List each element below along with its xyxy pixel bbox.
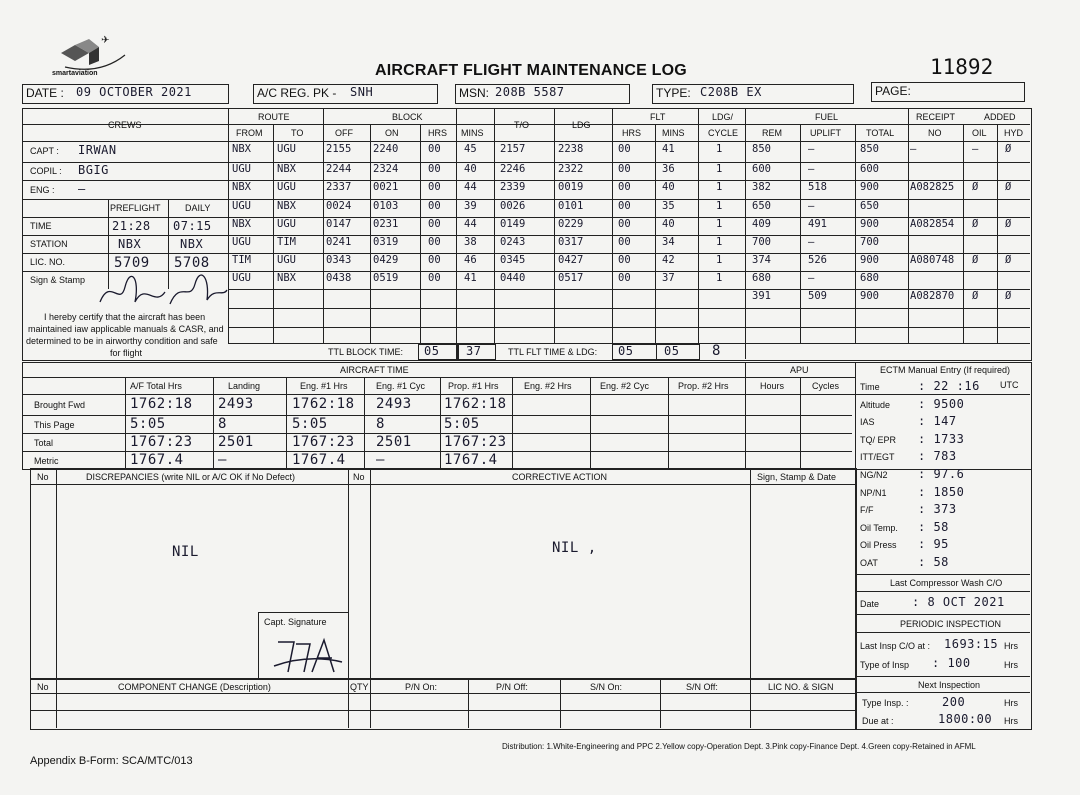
corrective-header: CORRECTIVE ACTION bbox=[512, 472, 608, 482]
time-preflight: 21:28 bbox=[112, 219, 151, 233]
flight-cell-oil[interactable]: — bbox=[972, 143, 979, 155]
receipt-header: RECEIPT bbox=[916, 112, 956, 122]
distribution-note: Distribution: 1.White-Engineering and PPC 2.Yellow copy-Operation Dept. 3.Pink copy-Finance Dept. 4.Green copy-Retained in AFML bbox=[502, 742, 976, 751]
aircraft-time-row-label: Metric bbox=[34, 456, 59, 466]
ectm-row-value[interactable]: : 95 bbox=[918, 537, 949, 552]
flight-cell-total[interactable]: 680 bbox=[860, 272, 879, 284]
flight-cell-rem[interactable]: 374 bbox=[752, 254, 771, 266]
flight-cell-from[interactable]: UGU bbox=[232, 200, 251, 212]
type-insp-value: : 100 bbox=[932, 656, 971, 670]
lic-sign-header: LIC NO. & SIGN bbox=[768, 682, 834, 692]
aircraft-time-row-label: Total bbox=[34, 438, 54, 448]
flight-cell-from[interactable]: NBX bbox=[232, 218, 251, 230]
flight-cell-oil[interactable]: Ø bbox=[972, 290, 979, 302]
flight-cell-total[interactable]: 900 bbox=[860, 254, 879, 266]
flight-cell-fmins[interactable]: 37 bbox=[662, 272, 675, 284]
flight-cell-from[interactable]: UGU bbox=[232, 272, 251, 284]
station-daily: NBX bbox=[180, 237, 204, 251]
aircraft-time-col-header: Eng. #2 Hrs bbox=[524, 381, 572, 391]
crew-signatures bbox=[95, 272, 230, 312]
ectm-row-value[interactable]: : 9500 bbox=[918, 396, 965, 411]
sn-off-header: S/N Off: bbox=[686, 682, 718, 692]
flight-cell-hrs[interactable]: 00 bbox=[428, 143, 441, 155]
ectm-row-value[interactable]: : 58 bbox=[918, 519, 949, 534]
aircraft-time-col-header: Prop. #2 Hrs bbox=[678, 381, 729, 391]
flight-cell-mins[interactable]: 39 bbox=[464, 200, 477, 212]
flight-cell-on[interactable]: 0231 bbox=[373, 218, 399, 230]
page-title: AIRCRAFT FLIGHT MAINTENANCE LOG bbox=[375, 62, 687, 79]
certify-line-1: I hereby certify that the aircraft has been bbox=[44, 312, 206, 322]
flight-cell-fhrs[interactable]: 00 bbox=[618, 181, 631, 193]
company-logo bbox=[55, 35, 130, 75]
pn-off-header: P/N Off: bbox=[496, 682, 528, 692]
form-id: Appendix B-Form: SCA/MTC/013 bbox=[30, 755, 193, 767]
flight-cell-hyd[interactable]: Ø bbox=[1005, 254, 1012, 266]
logo-text: smartaviation bbox=[52, 70, 98, 77]
aircraft-time-af[interactable]: 5:05 bbox=[130, 416, 166, 432]
eng-label: ENG : bbox=[30, 185, 55, 195]
aircraft-time-eng1h[interactable]: 1767.4 bbox=[292, 452, 346, 468]
flight-cell-cycle[interactable]: 1 bbox=[716, 236, 723, 248]
ectm-row-value[interactable]: : 97.6 bbox=[918, 467, 965, 481]
time-label: TIME bbox=[30, 221, 52, 231]
ectm-row-label: IAS bbox=[860, 417, 875, 428]
flight-cell-on[interactable]: 0519 bbox=[373, 272, 399, 284]
flight-cell-cycle[interactable]: 1 bbox=[716, 218, 723, 230]
flight-cell-to_t[interactable]: 0440 bbox=[500, 272, 526, 284]
serial-number: 11892 bbox=[930, 55, 994, 79]
flight-cell-ldg[interactable]: 0019 bbox=[558, 181, 584, 193]
flight-cell-to[interactable]: TIM bbox=[277, 236, 296, 248]
aircraft-time-eng1h[interactable]: 1762:18 bbox=[292, 396, 355, 412]
flight-cell-rem[interactable]: 600 bbox=[752, 163, 771, 175]
corrective-value: NIL , bbox=[552, 540, 597, 556]
aircraft-time-eng1c[interactable]: — bbox=[376, 452, 385, 468]
flight-cell-uplift[interactable]: — bbox=[808, 143, 815, 155]
msn-value: 208B 5587 bbox=[495, 85, 565, 99]
lic-preflight: 5709 bbox=[114, 255, 150, 271]
certify-line-4: for flight bbox=[110, 348, 143, 358]
aircraft-time-eng1c[interactable]: 2501 bbox=[376, 434, 412, 450]
flight-cell-receipt[interactable]: A080748 bbox=[910, 254, 955, 266]
ectm-row-value[interactable]: : 373 bbox=[918, 502, 957, 517]
aircraft-time-eng1c[interactable]: 8 bbox=[376, 416, 385, 432]
flight-cell-rem[interactable]: 409 bbox=[752, 218, 771, 230]
aircraft-time-landing[interactable]: 8 bbox=[218, 416, 227, 432]
flight-cell-total[interactable]: 900 bbox=[860, 290, 879, 302]
ttl-ldg: 8 bbox=[712, 343, 721, 359]
flight-cell-fmins[interactable]: 35 bbox=[662, 200, 675, 212]
flight-cell-to_t[interactable]: 0345 bbox=[500, 254, 526, 266]
flight-cell-off[interactable]: 2337 bbox=[326, 181, 352, 193]
certify-line-2: maintained iaw applicable manuals & CASR, and bbox=[28, 324, 224, 334]
crews-header: CREWS bbox=[108, 120, 142, 130]
flight-cell-off[interactable]: 0438 bbox=[326, 272, 352, 284]
acreg-value: SNH bbox=[350, 85, 374, 99]
disc-header: DISCREPANCIES (write NIL or A/C OK if No Defect) bbox=[86, 472, 296, 482]
ectm-row-label: ITT/EGT bbox=[860, 452, 895, 463]
flight-cell-cycle[interactable]: 1 bbox=[716, 143, 723, 155]
flight-cell-fmins[interactable]: 34 bbox=[662, 236, 675, 248]
flight-cell-on[interactable]: 2240 bbox=[373, 143, 399, 155]
flight-cell-hrs[interactable]: 00 bbox=[428, 236, 441, 248]
flight-cell-to_t[interactable]: 2157 bbox=[500, 143, 526, 155]
added-header: ADDED bbox=[984, 112, 1016, 122]
aircraft-time-row-label: This Page bbox=[34, 420, 75, 430]
flight-cell-ldg[interactable]: 0317 bbox=[558, 236, 584, 248]
time-daily: 07:15 bbox=[173, 219, 212, 233]
logo-mark-icon bbox=[55, 35, 130, 75]
msn-label: MSN: bbox=[459, 86, 489, 100]
flight-cell-to[interactable]: UGU bbox=[277, 143, 296, 155]
station-label: STATION bbox=[30, 239, 68, 249]
ectm-row-label: NG/N2 bbox=[860, 470, 888, 480]
date-value: 09 OCTOBER 2021 bbox=[76, 85, 192, 99]
flt-hrs-header: HRS bbox=[622, 128, 642, 138]
flight-cell-rem[interactable]: 700 bbox=[752, 236, 771, 248]
corr-no-label: No bbox=[353, 472, 365, 482]
aircraft-time-eng1h[interactable]: 5:05 bbox=[292, 416, 328, 432]
apu-cycles-header: Cycles bbox=[812, 381, 840, 391]
lic-daily: 5708 bbox=[174, 255, 210, 271]
svg-text:✈: ✈ bbox=[101, 35, 110, 46]
aircraft-time-col-header: Eng. #1 Hrs bbox=[300, 381, 348, 391]
flight-cell-rem[interactable]: 680 bbox=[752, 272, 771, 284]
flight-cell-fhrs[interactable]: 00 bbox=[618, 272, 631, 284]
flight-cell-mins[interactable]: 38 bbox=[464, 236, 477, 248]
next-type-label: Type Insp. : bbox=[862, 698, 909, 708]
ectm-row-value[interactable]: : 147 bbox=[918, 414, 957, 429]
flight-cell-off[interactable]: 0343 bbox=[326, 254, 352, 266]
receipt-no-header: NO bbox=[928, 128, 942, 138]
flight-cell-uplift[interactable]: — bbox=[808, 163, 815, 175]
aircraft-time-landing[interactable]: — bbox=[218, 452, 227, 468]
flight-cell-to[interactable]: NBX bbox=[277, 200, 296, 212]
last-insp-value: 1693:15 bbox=[944, 637, 999, 651]
type-insp-label: Type of Insp bbox=[860, 660, 910, 670]
flight-cell-rem[interactable]: 391 bbox=[752, 290, 771, 302]
ectm-row-label: Oil Temp. bbox=[860, 522, 898, 533]
lic-label: LIC. NO. bbox=[30, 257, 66, 267]
flight-cell-off[interactable]: 0024 bbox=[326, 200, 352, 212]
ectm-row-label: F/F bbox=[860, 505, 874, 516]
sn-on-header: S/N On: bbox=[590, 682, 623, 692]
flight-cell-oil[interactable]: Ø bbox=[972, 181, 979, 193]
due-value: 1800:00 bbox=[938, 712, 993, 726]
flight-cell-on[interactable]: 0021 bbox=[373, 181, 399, 193]
certify-line-3: determined to be in airworthy condition and safe bbox=[26, 336, 218, 346]
flight-cell-on[interactable]: 0429 bbox=[373, 254, 399, 266]
capt-value: IRWAN bbox=[78, 143, 117, 157]
flight-cell-cycle[interactable]: 1 bbox=[716, 200, 723, 212]
station-preflight: NBX bbox=[118, 237, 142, 251]
flight-cell-to_t[interactable]: 0149 bbox=[500, 218, 526, 230]
flight-cell-cycle[interactable]: 1 bbox=[716, 254, 723, 266]
flight-cell-mins[interactable]: 41 bbox=[464, 272, 477, 284]
flight-cell-fmins[interactable]: 40 bbox=[662, 218, 675, 230]
daily-label: DAILY bbox=[185, 203, 211, 213]
flight-cell-rem[interactable]: 382 bbox=[752, 181, 771, 193]
next-type-unit: Hrs bbox=[1004, 698, 1018, 708]
aircraft-time-af[interactable]: 1767:23 bbox=[130, 434, 193, 450]
ectm-row-label: Time bbox=[860, 382, 880, 392]
flight-cell-uplift[interactable]: — bbox=[808, 200, 815, 212]
flight-cell-hyd[interactable]: Ø bbox=[1005, 290, 1012, 302]
flight-cell-uplift[interactable]: — bbox=[808, 236, 815, 248]
flight-cell-fhrs[interactable]: 00 bbox=[618, 254, 631, 266]
flight-cell-receipt[interactable]: — bbox=[910, 143, 917, 155]
periodic-title: PERIODIC INSPECTION bbox=[900, 619, 1002, 629]
flight-cell-to_t[interactable]: 2339 bbox=[500, 181, 526, 193]
last-insp-unit: Hrs bbox=[1004, 641, 1018, 651]
hyd-header: HYD bbox=[1004, 128, 1024, 138]
apu-title: APU bbox=[790, 365, 809, 375]
flight-cell-to[interactable]: UGU bbox=[277, 254, 296, 266]
type-insp-unit: Hrs bbox=[1004, 660, 1018, 670]
flt-header: FLT bbox=[650, 112, 666, 122]
aircraft-time-col-header: Prop. #1 Hrs bbox=[448, 381, 499, 391]
flight-cell-hyd[interactable]: Ø bbox=[1005, 143, 1012, 155]
flight-cell-ldg[interactable]: 0229 bbox=[558, 218, 584, 230]
flight-cell-mins[interactable]: 46 bbox=[464, 254, 477, 266]
flight-cell-total[interactable]: 650 bbox=[860, 200, 879, 212]
aircraft-time-landing[interactable]: 2501 bbox=[218, 434, 254, 450]
due-unit: Hrs bbox=[1004, 716, 1018, 726]
flight-cell-uplift[interactable]: 491 bbox=[808, 218, 827, 230]
ttl-block-label: TTL BLOCK TIME: bbox=[328, 347, 404, 357]
route-header: ROUTE bbox=[258, 112, 290, 122]
flight-cell-ldg[interactable]: 2322 bbox=[558, 163, 584, 175]
flight-cell-ldg[interactable]: 0517 bbox=[558, 272, 584, 284]
flight-cell-receipt[interactable]: A082825 bbox=[910, 181, 955, 193]
block-mins-header: MINS bbox=[461, 128, 484, 138]
flight-cell-to[interactable]: UGU bbox=[277, 181, 296, 193]
flight-cell-cycle[interactable]: 1 bbox=[716, 181, 723, 193]
aircraft-time-col-header: Landing bbox=[228, 381, 261, 391]
aircraft-time-col-header: Eng. #1 Cyc bbox=[376, 381, 426, 391]
page-label: PAGE: bbox=[875, 84, 911, 98]
flight-cell-off[interactable]: 0147 bbox=[326, 218, 352, 230]
flight-cell-uplift[interactable]: 509 bbox=[808, 290, 827, 302]
compressor-title: Last Compressor Wash C/O bbox=[890, 578, 1003, 588]
ectm-row-value[interactable]: : 1733 bbox=[918, 431, 965, 446]
flight-cell-to[interactable]: NBX bbox=[277, 272, 296, 284]
flight-cell-receipt[interactable]: A082854 bbox=[910, 218, 955, 230]
flight-cell-off[interactable]: 2244 bbox=[326, 163, 352, 175]
flight-cell-fmins[interactable]: 42 bbox=[662, 254, 675, 266]
capt-label: CAPT : bbox=[30, 146, 59, 156]
ectm-row-value[interactable]: : 58 bbox=[918, 555, 949, 569]
flight-cell-rem[interactable]: 850 bbox=[752, 143, 771, 155]
aircraft-time-title: AIRCRAFT TIME bbox=[340, 365, 409, 375]
flight-cell-rem[interactable]: 650 bbox=[752, 200, 771, 212]
sign-stamp-label: Sign & Stamp bbox=[30, 275, 86, 285]
flight-cell-cycle[interactable]: 1 bbox=[716, 163, 723, 175]
flight-cell-hyd[interactable]: Ø bbox=[1005, 218, 1012, 230]
flight-cell-fhrs[interactable]: 00 bbox=[618, 143, 631, 155]
flight-cell-mins[interactable]: 44 bbox=[464, 181, 477, 193]
disc-no-label: No bbox=[37, 472, 49, 482]
flight-cell-hrs[interactable]: 00 bbox=[428, 200, 441, 212]
flight-cell-cycle[interactable]: 1 bbox=[716, 272, 723, 284]
copil-label: COPIL : bbox=[30, 166, 62, 176]
flight-cell-fhrs[interactable]: 00 bbox=[618, 236, 631, 248]
flight-cell-from[interactable]: UGU bbox=[232, 236, 251, 248]
flight-cell-fhrs[interactable]: 00 bbox=[618, 200, 631, 212]
ectm-row-label: Altitude bbox=[860, 399, 891, 410]
flight-cell-uplift[interactable]: 526 bbox=[808, 254, 827, 266]
eng-value: — bbox=[78, 182, 86, 196]
ttl-flt-hrs: 05 bbox=[618, 344, 634, 358]
on-header: ON bbox=[385, 128, 399, 138]
comp-no-label: No bbox=[37, 682, 49, 692]
ttl-block-hrs: 05 bbox=[424, 344, 440, 358]
discrepancy-table bbox=[30, 468, 857, 680]
block-header: BLOCK bbox=[392, 112, 423, 122]
flight-cell-ldg[interactable]: 2238 bbox=[558, 143, 584, 155]
aircraft-time-af[interactable]: 1762:18 bbox=[130, 396, 193, 412]
compressor-date-value: : 8 OCT 2021 bbox=[912, 595, 1005, 609]
flight-cell-to[interactable]: NBX bbox=[277, 163, 296, 175]
type-value: C208B EX bbox=[700, 85, 762, 99]
ectm-row-label: NP/N1 bbox=[860, 487, 887, 498]
flight-cell-off[interactable]: 0241 bbox=[326, 236, 352, 248]
preflight-label: PREFLIGHT bbox=[110, 203, 161, 213]
aircraft-time-eng1h[interactable]: 1767:23 bbox=[292, 434, 355, 450]
flight-cell-receipt[interactable]: A082870 bbox=[910, 290, 955, 302]
ldg-cycle-header: LDG/ bbox=[712, 112, 734, 122]
flight-cell-on[interactable]: 0319 bbox=[373, 236, 399, 248]
oil-header: OIL bbox=[972, 128, 987, 138]
ectm-utc: UTC bbox=[1000, 380, 1019, 390]
flight-cell-ldg[interactable]: 0427 bbox=[558, 254, 584, 266]
cycle-header: CYCLE bbox=[708, 128, 739, 138]
flight-cell-mins[interactable]: 40 bbox=[464, 163, 477, 175]
block-hrs-header: HRS bbox=[428, 128, 448, 138]
ectm-row-value[interactable]: : 1850 bbox=[918, 484, 965, 499]
aircraft-time-row-label: Brought Fwd bbox=[34, 400, 86, 410]
flight-cell-fmins[interactable]: 41 bbox=[662, 143, 675, 155]
ectm-row-label: Oil Press bbox=[860, 540, 897, 551]
total-header: TOTAL bbox=[866, 128, 895, 138]
flight-cell-from[interactable]: NBX bbox=[232, 143, 251, 155]
flight-cell-uplift[interactable]: 518 bbox=[808, 181, 827, 193]
ectm-row-value[interactable]: : 783 bbox=[918, 449, 957, 464]
next-insp-title: Next Inspection bbox=[918, 680, 981, 690]
flight-cell-ldg[interactable]: 0101 bbox=[558, 200, 584, 212]
copil-value: BGIG bbox=[78, 163, 109, 177]
flight-cell-from[interactable]: UGU bbox=[232, 163, 251, 175]
uplift-header: UPLIFT bbox=[810, 128, 842, 138]
comp-change-header: COMPONENT CHANGE (Description) bbox=[118, 682, 271, 692]
aircraft-time-col-header: Eng. #2 Cyc bbox=[600, 381, 650, 391]
aircraft-time-prop1[interactable]: 5:05 bbox=[444, 416, 480, 432]
flight-cell-from[interactable]: NBX bbox=[232, 181, 251, 193]
flight-cell-total[interactable]: 900 bbox=[860, 218, 879, 230]
flight-cell-off[interactable]: 2155 bbox=[326, 143, 352, 155]
flight-cell-to[interactable]: UGU bbox=[277, 218, 296, 230]
ectm-title: ECTM Manual Entry (If required) bbox=[880, 365, 1011, 375]
ectm-row-label: TQ/ EPR bbox=[860, 434, 897, 445]
pn-on-header: P/N On: bbox=[405, 682, 438, 692]
flight-cell-total[interactable]: 600 bbox=[860, 163, 879, 175]
aircraft-time-landing[interactable]: 2493 bbox=[218, 396, 254, 412]
flight-cell-total[interactable]: 700 bbox=[860, 236, 879, 248]
ttl-block-mins: 37 bbox=[466, 344, 482, 358]
flight-cell-hrs[interactable]: 00 bbox=[428, 181, 441, 193]
off-header: OFF bbox=[335, 128, 353, 138]
next-type-value: 200 bbox=[942, 695, 966, 709]
flight-cell-fhrs[interactable]: 00 bbox=[618, 218, 631, 230]
aircraft-time-col-header: A/F Total Hrs bbox=[130, 381, 182, 391]
flight-cell-hyd[interactable]: Ø bbox=[1005, 181, 1012, 193]
flight-cell-mins[interactable]: 45 bbox=[464, 143, 477, 155]
aircraft-time-prop1[interactable]: 1767.4 bbox=[444, 452, 498, 468]
flight-cell-uplift[interactable]: — bbox=[808, 272, 815, 284]
flight-cell-total[interactable]: 900 bbox=[860, 181, 879, 193]
ectm-row-label: OAT bbox=[860, 558, 878, 568]
flight-cell-on[interactable]: 2324 bbox=[373, 163, 399, 175]
flight-cell-oil[interactable]: Ø bbox=[972, 218, 979, 230]
flight-cell-fhrs[interactable]: 00 bbox=[618, 163, 631, 175]
date-label: DATE : bbox=[26, 86, 64, 100]
aircraft-time-prop1[interactable]: 1767:23 bbox=[444, 434, 507, 450]
discrepancy-value: NIL bbox=[172, 544, 199, 560]
ttl-flt-label: TTL FLT TIME & LDG: bbox=[508, 347, 598, 357]
ttl-flt-mins: 05 bbox=[664, 344, 680, 358]
qty-header: QTY bbox=[350, 682, 369, 692]
fuel-header: FUEL bbox=[815, 112, 839, 122]
ldg-header: LDG bbox=[572, 120, 591, 130]
flight-cell-hrs[interactable]: 00 bbox=[428, 163, 441, 175]
capt-signature-label: Capt. Signature bbox=[264, 617, 327, 627]
acreg-label: A/C REG. PK - bbox=[257, 86, 337, 100]
sign-stamp-date-header: Sign, Stamp & Date bbox=[757, 472, 837, 482]
due-label: Due at : bbox=[862, 716, 894, 726]
last-insp-label: Last Insp C/O at : bbox=[860, 641, 931, 651]
flight-cell-total[interactable]: 850 bbox=[860, 143, 879, 155]
from-header: FROM bbox=[236, 128, 263, 138]
apu-hours-header: Hours bbox=[760, 381, 785, 391]
flight-cell-to_t[interactable]: 0026 bbox=[500, 200, 526, 212]
rem-header: REM bbox=[762, 128, 782, 138]
flight-cell-to_t[interactable]: 0243 bbox=[500, 236, 526, 248]
flight-cell-from[interactable]: TIM bbox=[232, 254, 251, 266]
aircraft-time-eng1c[interactable]: 2493 bbox=[376, 396, 412, 412]
ectm-row-value[interactable]: : 22 :16 bbox=[918, 379, 980, 393]
aircraft-time-prop1[interactable]: 1762:18 bbox=[444, 396, 507, 412]
aircraft-time-af[interactable]: 1767.4 bbox=[130, 452, 184, 468]
flight-cell-oil[interactable]: Ø bbox=[972, 254, 979, 266]
flight-cell-on[interactable]: 0103 bbox=[373, 200, 399, 212]
compressor-date-label: Date bbox=[860, 599, 880, 609]
flight-cell-fmins[interactable]: 36 bbox=[662, 163, 675, 175]
flight-cell-hrs[interactable]: 00 bbox=[428, 272, 441, 284]
flight-cell-fmins[interactable]: 40 bbox=[662, 181, 675, 193]
capt-signature bbox=[272, 632, 344, 676]
flight-cell-to_t[interactable]: 2246 bbox=[500, 163, 526, 175]
flt-mins-header: MINS bbox=[662, 128, 685, 138]
type-label: TYPE: bbox=[656, 86, 691, 100]
to-time-header: T/O bbox=[514, 120, 529, 130]
flight-cell-hrs[interactable]: 00 bbox=[428, 218, 441, 230]
flight-cell-hrs[interactable]: 00 bbox=[428, 254, 441, 266]
flight-cell-mins[interactable]: 44 bbox=[464, 218, 477, 230]
to-header: TO bbox=[291, 128, 304, 138]
